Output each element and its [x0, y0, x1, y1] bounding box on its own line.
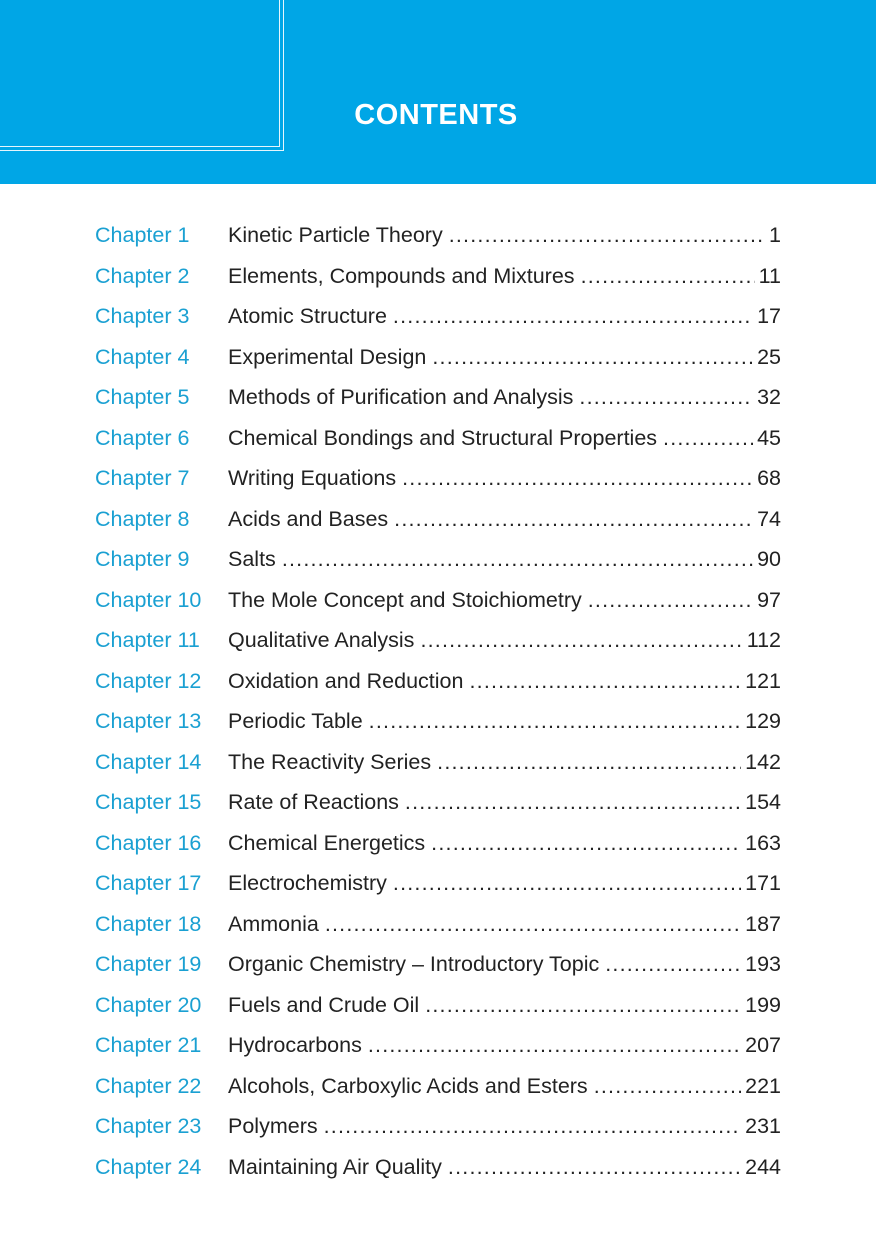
toc-chapter-label: Chapter 15	[95, 790, 202, 814]
toc-page-number: 17	[757, 304, 781, 328]
toc-page-number: 231	[745, 1114, 781, 1138]
toc-entry[interactable]	[95, 786, 781, 827]
toc-dot-leader	[325, 908, 741, 941]
toc-entry[interactable]	[95, 341, 781, 382]
toc-dot-leader	[449, 219, 765, 252]
toc-chapter-title: Polymers	[228, 1114, 318, 1138]
toc-chapter-title: Elements, Compounds and Mixtures	[228, 263, 575, 288]
toc-dot-leader	[369, 705, 741, 738]
toc-chapter-title: Hydrocarbons	[228, 1033, 362, 1057]
page-title	[0, 99, 876, 132]
toc-entry[interactable]	[95, 260, 781, 301]
toc-dot-leader	[437, 746, 741, 779]
toc-chapter-label: Chapter 10	[95, 587, 202, 612]
toc-entry[interactable]	[95, 503, 781, 544]
toc-entry[interactable]	[95, 422, 781, 463]
toc-dot-leader	[402, 462, 753, 495]
toc-page-number: 112	[746, 628, 781, 652]
toc-page-number: 221	[745, 1073, 781, 1098]
toc-page-number: 142	[745, 749, 781, 774]
toc-chapter-label: Chapter 17	[95, 871, 202, 895]
toc-page-number: 1	[769, 223, 781, 247]
toc-entry[interactable]	[95, 381, 781, 422]
toc-chapter-title: Atomic Structure	[228, 304, 387, 328]
toc-page-number: 187	[745, 911, 781, 936]
toc-chapter-label: Chapter 2	[95, 263, 190, 288]
toc-chapter-title: Periodic Table	[228, 709, 363, 733]
toc-chapter-title: Salts	[228, 547, 276, 571]
toc-page-number: 32	[757, 385, 781, 409]
toc-chapter-label: Chapter 14	[95, 749, 202, 774]
toc-dot-leader	[394, 503, 753, 536]
toc-chapter-label: Chapter 16	[95, 830, 202, 855]
toc-page-number: 25	[757, 344, 781, 369]
header-banner	[0, 0, 876, 184]
toc-dot-leader	[324, 1110, 742, 1143]
toc-dot-leader	[420, 624, 742, 657]
toc-entry[interactable]	[95, 584, 781, 625]
toc-entry[interactable]	[95, 543, 781, 584]
toc-chapter-title: Fuels and Crude Oil	[228, 992, 420, 1017]
toc-chapter-label: Chapter 12	[95, 668, 202, 693]
toc-chapter-label: Chapter 23	[95, 1114, 202, 1138]
toc-chapter-title: Oxidation and Reduction	[228, 668, 464, 693]
toc-chapter-label: Chapter 4	[95, 344, 190, 369]
toc-chapter-label: Chapter 19	[95, 952, 202, 976]
toc-entry[interactable]	[95, 1151, 781, 1192]
toc-chapter-title: Experimental Design	[228, 344, 427, 369]
toc-dot-leader	[605, 948, 741, 981]
toc-chapter-title: Methods of Purification and Analysis	[228, 385, 574, 409]
toc-chapter-label: Chapter 8	[95, 506, 190, 531]
toc-entry[interactable]	[95, 1029, 781, 1070]
toc-dot-leader	[282, 543, 753, 576]
toc-chapter-label: Chapter 13	[95, 709, 202, 733]
toc-dot-leader	[393, 300, 753, 333]
toc-dot-leader	[588, 584, 753, 617]
toc-dot-leader	[579, 381, 753, 414]
toc-chapter-title: Qualitative Analysis	[228, 628, 415, 652]
toc-page-number: 90	[757, 547, 781, 571]
toc-chapter-label: Chapter 24	[95, 1154, 202, 1179]
toc-dot-leader	[594, 1070, 741, 1103]
toc-entry[interactable]	[95, 867, 781, 908]
toc-entry[interactable]	[95, 1070, 781, 1111]
toc-entry[interactable]	[95, 1110, 781, 1151]
toc-chapter-title: The Mole Concept and Stoichiometry	[228, 587, 582, 612]
toc-entry[interactable]	[95, 624, 781, 665]
toc-chapter-title: Chemical Bondings and Structural Properties	[228, 425, 658, 450]
toc-chapter-title: Maintaining Air Quality	[228, 1154, 442, 1179]
toc-page-number: 244	[745, 1154, 781, 1179]
toc-page-number: 45	[757, 425, 781, 450]
toc-dot-leader	[448, 1151, 741, 1184]
toc-chapter-title: Writing Equations	[228, 466, 397, 490]
toc-chapter-label: Chapter 3	[95, 304, 190, 328]
toc-entry[interactable]	[95, 665, 781, 706]
toc-chapter-title: Alcohols, Carboxylic Acids and Esters	[228, 1073, 588, 1098]
toc-chapter-label: Chapter 20	[95, 992, 202, 1017]
toc-chapter-title: Acids and Bases	[228, 506, 389, 531]
toc-page-number: 171	[745, 871, 781, 895]
toc-page-number: 68	[757, 466, 781, 490]
toc-entry[interactable]	[95, 462, 781, 503]
toc-dot-leader	[368, 1029, 741, 1062]
toc-dot-leader	[581, 260, 755, 293]
toc-chapter-label: Chapter 11	[95, 628, 200, 652]
toc-chapter-title: Organic Chemistry – Introductory Topic	[228, 952, 600, 976]
toc-dot-leader	[431, 827, 741, 860]
toc-page-number: 121	[745, 668, 781, 693]
table-of-contents	[95, 219, 781, 1191]
toc-page-number: 11	[758, 263, 781, 288]
toc-page-number: 207	[745, 1033, 781, 1057]
toc-page-number: 154	[745, 790, 781, 814]
toc-chapter-label: Chapter 22	[95, 1073, 202, 1098]
toc-entry[interactable]	[95, 705, 781, 746]
toc-chapter-label: Chapter 5	[95, 385, 190, 409]
toc-page-number: 199	[745, 992, 781, 1017]
toc-page-number: 129	[745, 709, 781, 733]
toc-page-number: 163	[745, 830, 781, 855]
toc-dot-leader	[425, 989, 741, 1022]
toc-chapter-title: Rate of Reactions	[228, 790, 399, 814]
toc-chapter-label: Chapter 9	[95, 547, 190, 571]
toc-chapter-title: The Reactivity Series	[228, 749, 432, 774]
toc-dot-leader	[663, 422, 753, 455]
toc-entry[interactable]	[95, 948, 781, 989]
toc-entry[interactable]	[95, 989, 781, 1030]
toc-page-number: 97	[757, 587, 781, 612]
toc-dot-leader	[432, 341, 753, 374]
toc-page-number: 74	[757, 506, 781, 531]
toc-chapter-title: Ammonia	[228, 911, 319, 936]
toc-chapter-label: Chapter 6	[95, 425, 190, 450]
toc-entry[interactable]	[95, 746, 781, 787]
toc-entry[interactable]	[95, 827, 781, 868]
toc-dot-leader	[405, 786, 741, 819]
toc-chapter-title: Chemical Energetics	[228, 830, 426, 855]
toc-entry[interactable]	[95, 219, 781, 260]
toc-page-number: 193	[745, 952, 781, 976]
page-title-text: CONTENTS	[354, 99, 518, 131]
toc-chapter-title: Kinetic Particle Theory	[228, 223, 443, 247]
toc-chapter-title: Electrochemistry	[228, 871, 387, 895]
toc-entry[interactable]	[95, 300, 781, 341]
toc-dot-leader	[393, 867, 741, 900]
toc-dot-leader	[469, 665, 741, 698]
toc-entry[interactable]	[95, 908, 781, 949]
toc-chapter-label: Chapter 21	[95, 1033, 202, 1057]
toc-chapter-label: Chapter 18	[95, 911, 202, 936]
toc-chapter-label: Chapter 7	[95, 466, 190, 490]
toc-chapter-label: Chapter 1	[95, 223, 190, 247]
